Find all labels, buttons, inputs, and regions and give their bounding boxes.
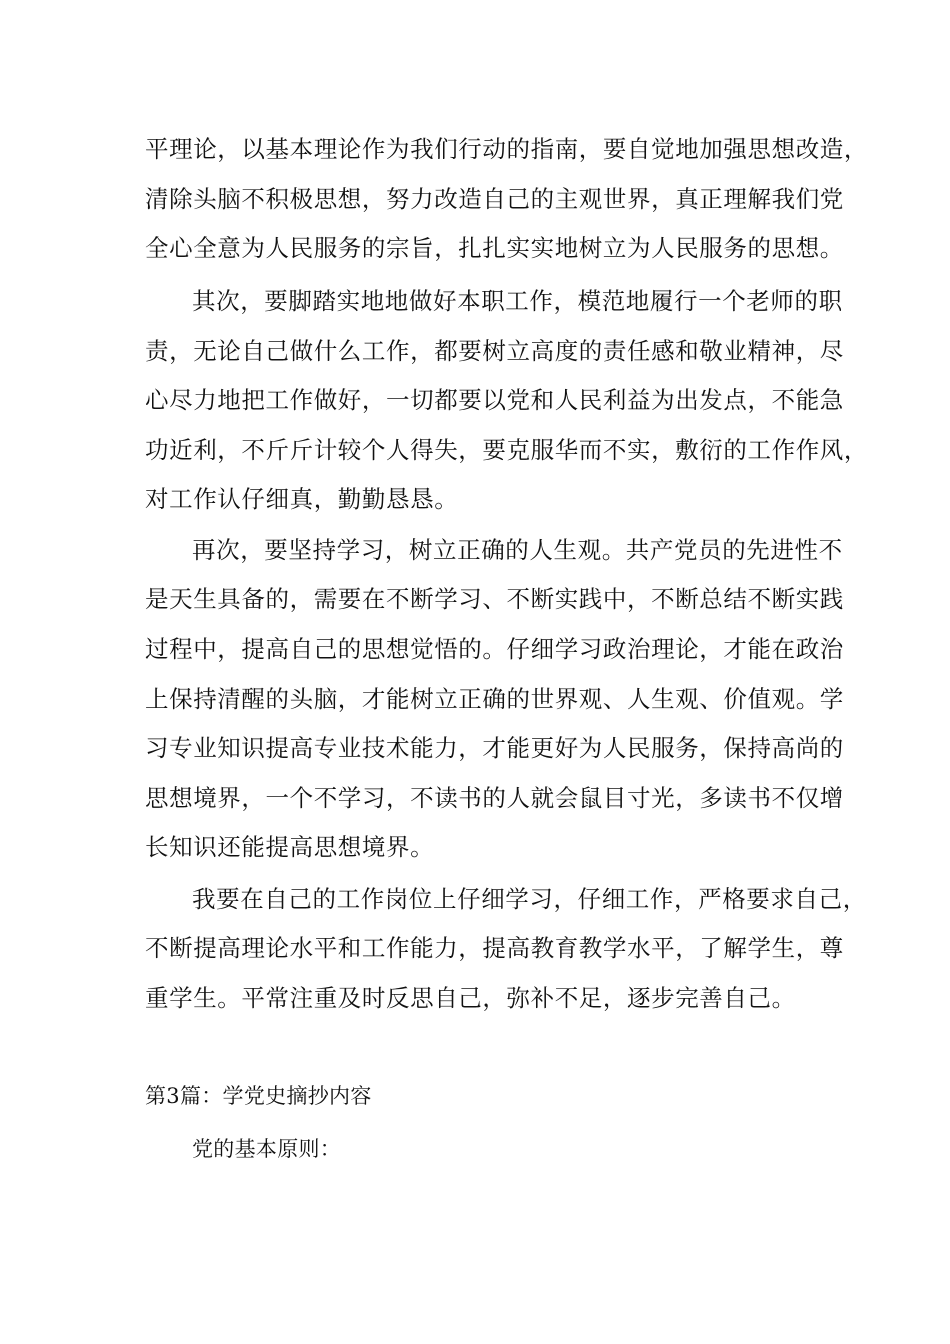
paragraph-line: 上保持清醒的头脑，才能树立正确的世界观、人生观、价值观。学 bbox=[145, 685, 844, 713]
paragraph-line: 过程中，提高自己的思想觉悟的。仔细学习政治理论，才能在政治 bbox=[145, 635, 844, 663]
paragraph-line: 其次，要脚踏实地地做好本职工作，模范地履行一个老师的职 bbox=[192, 287, 843, 315]
paragraph-line: 长知识还能提高思想境界。 bbox=[145, 833, 435, 861]
paragraph-line: 清除头脑不积极思想，努力改造自己的主观世界，真正理解我们党 bbox=[145, 185, 844, 213]
paragraph-line: 重学生。平常注重及时反思自己，弥补不足，逐步完善自己。 bbox=[145, 984, 796, 1012]
paragraph-line: 不断提高理论水平和工作能力，提高教育教学水平，了解学生，尊 bbox=[145, 934, 844, 962]
paragraph-line: 责，无论自己做什么工作，都要树立高度的责任感和敬业精神，尽 bbox=[145, 337, 844, 365]
paragraph-line: 平理论，以基本理论作为我们行动的指南，要自觉地加强思想改造， bbox=[145, 135, 868, 163]
paragraph-line: 再次，要坚持学习，树立正确的人生观。共产党员的先进性不 bbox=[192, 536, 843, 564]
section-heading: 第3篇：学党史摘抄内容 bbox=[145, 1084, 372, 1108]
subheading: 党的基本原则： bbox=[192, 1137, 342, 1161]
paragraph-line: 我要在自己的工作岗位上仔细学习，仔细工作，严格要求自己， bbox=[192, 885, 867, 913]
paragraph-line: 是天生具备的，需要在不断学习、不断实践中，不断总结不断实践 bbox=[145, 585, 844, 613]
paragraph-line: 全心全意为人民服务的宗旨，扎扎实实地树立为人民服务的思想。 bbox=[145, 234, 844, 262]
paragraph-line: 习专业知识提高专业技术能力，才能更好为人民服务，保持高尚的 bbox=[145, 734, 844, 762]
paragraph-line: 思想境界，一个不学习，不读书的人就会鼠目寸光，多读书不仅增 bbox=[145, 784, 844, 812]
paragraph-line: 对工作认仔细真，勤勤恳恳。 bbox=[145, 485, 459, 513]
paragraph-line: 功近利，不斤斤计较个人得失，要克服华而不实，敷衍的工作作风， bbox=[145, 436, 868, 464]
paragraph-line: 心尽力地把工作做好，一切都要以党和人民利益为出发点，不能急 bbox=[145, 386, 844, 414]
